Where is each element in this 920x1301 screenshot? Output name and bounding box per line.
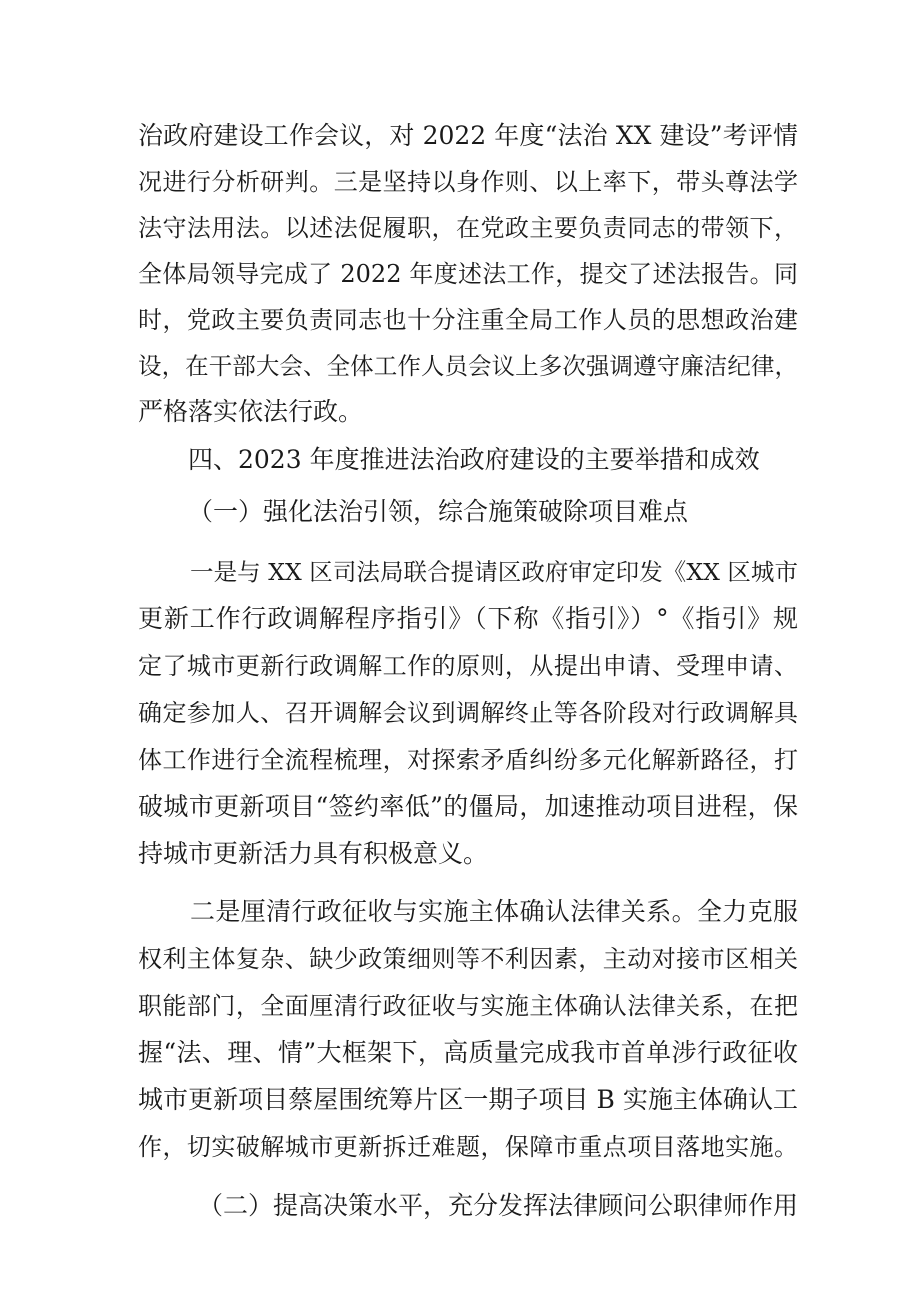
paragraph-2-line-5: 体工作进行全流程梳理，对探索矛盾纠纷多元化解新路径，打 [138, 746, 798, 774]
paragraph-1-line-5: 时，党政主要负责同志也十分注重全局工作人员的思想政治建 [138, 306, 798, 334]
subheading-1: （一）强化法治引领，综合施策破除项目难点 [188, 497, 689, 526]
paragraph-1-line-7: 严格落实依法行政。 [138, 397, 364, 426]
paragraph-2-line-7: 持城市更新活力具有积极意义。 [138, 839, 489, 868]
paragraph-1-line-2: 况进行分析研判。三是坚持以身作则、以上率下，带头尊法学 [138, 168, 798, 196]
paragraph-3-line-4: 握“法、理、情”大框架下，高质量完成我市首单涉行政征收 [138, 1038, 798, 1067]
paragraph-2-line-6: 破城市更新项目“签约率低”的僵局，加速推动项目进程，保 [138, 792, 798, 821]
subheading-2: （二）提高决策水平，充分发挥法律顾问公职律师作用 [198, 1191, 799, 1220]
paragraph-3-line-6: 作，切实破解城市更新拆迁难题，保障市重点项目落地实施。 [138, 1133, 798, 1161]
paragraph-3-line-3: 职能部门，全面厘清行政征收与实施主体确认法律关系，在把 [138, 992, 798, 1020]
paragraph-1-line-3: 法守法用法。以述法促履职，在党政主要负责同志的带领下， [138, 214, 798, 242]
paragraph-3-line-1: 二是厘清行政征收与实施主体确认法律关系。全力克服 [190, 897, 798, 926]
paragraph-2-line-3: 定了城市更新行政调解工作的原则，从提出申请、受理申请、 [138, 652, 798, 680]
paragraph-1-line-4: 全体局领导完成了 2022 年度述法工作，提交了述法报告。同 [138, 260, 798, 288]
paragraph-2-line-4: 确定参加人、召开调解会议到调解终止等各阶段对行政调解具 [138, 699, 798, 727]
section-heading: 四、2023 年度推进法治政府建设的主要举措和成效 [188, 445, 760, 474]
paragraph-1-line-1: 治政府建设工作会议，对 2022 年度“法治 XX 建设”考评情 [138, 121, 798, 150]
paragraph-3-line-5: 城市更新项目蔡屋围统筹片区一期子项目 B 实施主体确认工 [138, 1085, 798, 1114]
paragraph-2-line-2: 更新工作行政调解程序指引》（下称《指引》）°《指引》规 [138, 604, 798, 633]
paragraph-1-line-6: 设，在干部大会、全体工作人员会议上多次强调遵守廉洁纪律， [138, 352, 798, 380]
paragraph-2-line-1: 一是与 XX 区司法局联合提请区政府审定印发《XX 区城市 [190, 558, 798, 586]
paragraph-3-line-2: 权利主体复杂、缺少政策细则等不利因素，主动对接市区相关 [138, 945, 798, 973]
